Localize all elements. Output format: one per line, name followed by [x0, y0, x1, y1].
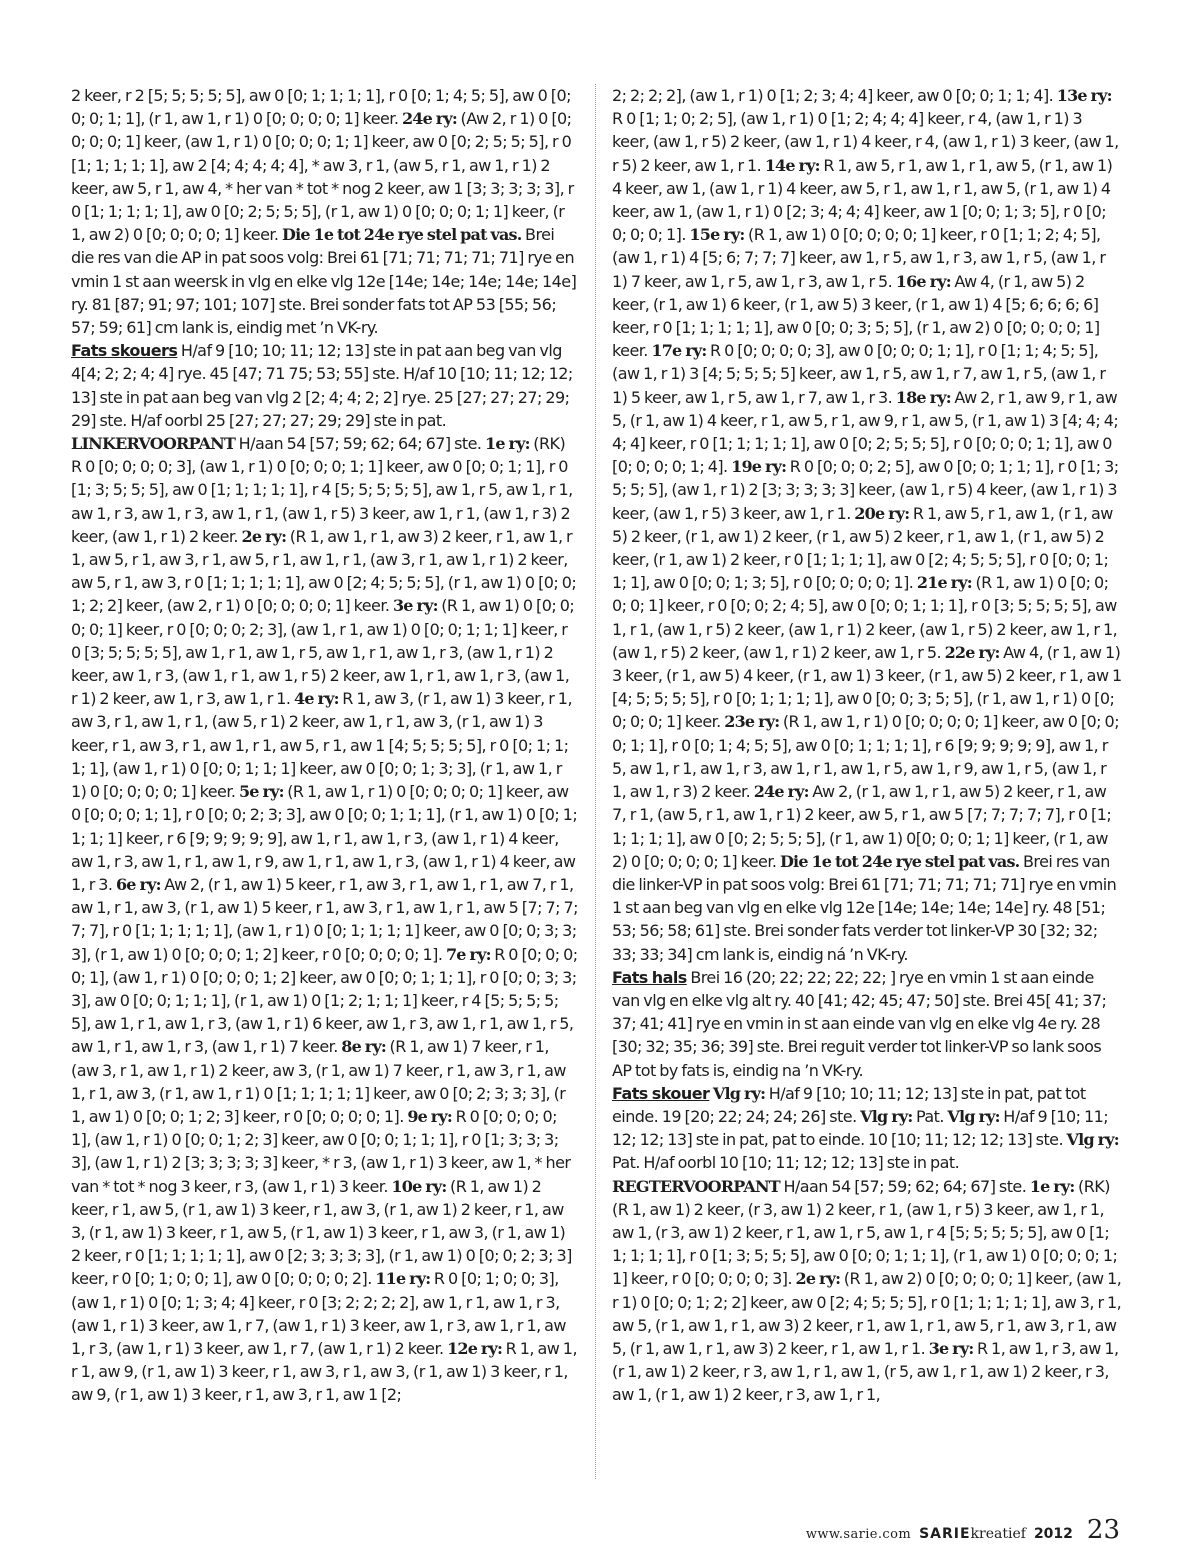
bold-label: 9e ry: — [407, 1106, 453, 1126]
bold-label: 1e ry: — [1029, 1176, 1075, 1196]
body-text: (R 1, aw 1) 7 keer, r 1, (aw 3, r 1, aw 1, r 1) 2 keer, aw 3, (r 1, aw 1) 7 keer, r 1, aw 3, r 1, aw 1, r 1, aw 3, (r 1, aw 1, r 1) 0 [1; 1; 1; 1; 1] keer, aw 0 [0; 2; 3; 3; 3], (r 1, aw 1) 0 [0; 0; 1; 2; 3] keer, r 0 [0; 0; 0; 0; 1]. — [71, 1037, 566, 1126]
bold-label: 4e ry: — [294, 689, 339, 709]
section-heading: Fats skouers — [71, 341, 178, 361]
body-text: (R 1, aw 1, r 1) 0 [0; 0; 0; 0; 1] keer, aw 0 [0; 0; 0; 1; 1], r 0 [0; 1; 4; 5; 5], aw 0 [0; 1; 1; 1; 1], r 6 [9; 9; 9; 9; 9], aw 1, r 5, aw 1, r 1, aw 1, r 3, aw 1, r 1, aw 1, r 5, aw 1, r 9, aw 1, r 5, (aw 1, r 1, aw 1, r 3) 2 keer. — [612, 712, 1120, 802]
column-divider — [595, 84, 596, 1479]
body-text: (R 1, aw 1) 0 [0; 0; 0; 0; 1] keer, r 0 [0; 0; 0; 2; 3], (aw 1, r 1, aw 1) 0 [0; 0; 1; 1; 1] keer, r 0 [3; 5; 5; 5; 5], aw 1, r 1, aw 1, r 5, aw 1, r 1, aw 1, r 3, (aw 1, r 1) 2 keer, aw 1, r 3, (aw 1, r 1, aw 1, r 5) 2 keer, aw 1, r 1, aw 1, r 3, (aw 1, r 1) 2 keer, aw 1, r 3, aw 1, r 1. — [71, 596, 575, 709]
body-text: (RK) (R 1, aw 1) 2 keer, (r 3, aw 1) 2 keer, r 1, (aw 1, r 5) 3 keer, aw 1, r 1, aw 1, (r 3, aw 1) 2 keer, r 1, aw 1, r 5, aw 1, r 4 [5; 5; 5; 5; 5], aw 0 [1; 1; 1; 1; 1], r 0 [1; 3; 5; 5; 5], aw 0 [0; 0; 1; 1; 1], (r 1, aw 1) 0 [0; 0; 0; 1; 1] keer, r 0 [0; 0; 0; 0; 3]. — [612, 1176, 1118, 1289]
section-heading: Fats hals — [612, 967, 687, 987]
bold-label: 8e ry: — [341, 1037, 386, 1057]
paragraph — [612, 1175, 1122, 1407]
body-text: 2 keer, r 2 [5; 5; 5; 5; 5], aw 0 [0; 1; 1; 1; 1], r 0 [0; 1; 4; 5; 5], aw 0 [0; 0; 0; 1; 1], (r 1, aw 1, r 1) 0 [0; 0; 0; 0; 1] keer. — [71, 86, 571, 129]
bold-label: 16e ry: — [895, 271, 951, 291]
body-text: R 0 [0; 0; 0; 0; 1], (aw 1, r 1) 0 [0; 0; 0; 1; 2] keer, aw 0 [0; 0; 1; 1; 1], r 0 [0; 0; 3; 3; 3], aw 0 [0; 0; 1; 1; 1], (r 1, aw 1) 0 [1; 2; 1; 1; 1] keer, r 4 [5; 5; 5; 5; 5], aw 1, r 1, aw 1, r 3, (aw 1, r 1) 6 keer, aw 1, r 3, aw 1, r 1, aw 1, r 5, aw 1, r 1, aw 1, r 3, (aw 1, r 1) 7 keer. — [71, 944, 578, 1057]
footer-brand: SARIE — [919, 1526, 971, 1542]
bold-label: 1e ry: — [485, 434, 530, 454]
body-text: H/aan 54 [57; 59; 62; 64; 67] ste. — [235, 434, 485, 454]
bold-label: Vlg ry: — [860, 1106, 913, 1126]
bold-label: Vlg ry: — [712, 1083, 766, 1103]
bold-label: 3e ry: — [392, 596, 438, 616]
bold-label: 11e ry: — [375, 1269, 431, 1289]
bold-label: 5e ry: — [238, 782, 284, 802]
body-text: Aw 4, (r 1, aw 5) 2 keer, (r 1, aw 1) 6 keer, (r 1, aw 5) 3 keer, (r 1, aw 1) 4 [5; 6; 6; 6; 6] keer, r 0 [1; 1; 1; 1; 1], aw 0 [0; 0; 3; 5; 5], (r 1, aw 2) 0 [0; 0; 0; 0; 1] keer. — [612, 271, 1100, 361]
body-text: (R 1, aw 1, r 1, aw 3) 2 keer, r 1, aw 1, r 1, aw 5, r 1, aw 3, r 1, aw 5, r 1, aw 1, r 1, (aw 3, r 1, aw 1, r 1) 2 keer, aw 5, r 1, aw 3, r 0 [1; 1; 1; 1; 1], aw 0 [2; 4; 5; 5; 5], (r 1, aw 1) 0 [0; 0; 1; 2; 2] keer, (aw 2, r 1) 0 [0; 0; 0; 0; 1] keer. — [71, 526, 577, 616]
body-text: Aw 4, (r 1, aw 1) 3 keer, (r 1, aw 5) 4 keer, (r 1, aw 1) 3 keer, (r 1, aw 5) 2 keer, r 1, aw 1 [4; 5; 5; 5; 5], r 0 [0; 1; 1; 1; 1], aw 0 [0; 0; 3; 5; 5], (r 1, aw 1, r 1) 0 [0; 0; 0; 0; 1] keer. — [612, 642, 1122, 732]
body-text: (R 1, aw 1) 2 keer, r 1, aw 5, (r 1, aw 1) 3 keer, r 1, aw 3, (r 1, aw 1) 2 keer, r 1, aw 3, (r 1, aw 1) 3 keer, r 1, aw 5, (r 1, aw 1) 3 keer, r 1, aw 3, (r 1, aw 1) 2 keer, r 0 [1; 1; 1; 1; 1], aw 0 [2; 3; 3; 3; 3], (r 1, aw 1) 0 [0; 0; 2; 3; 3] keer, r 0 [0; 1; 0; 0; 1], aw 0 [0; 0; 0; 0; 2]. — [71, 1176, 572, 1289]
body-text: (R 1, aw 1) 0 [0; 0; 0; 0; 1] keer, r 0 [0; 0; 2; 4; 5], aw 0 [0; 0; 1; 1; 1], r 0 [3; 5; 5; 5; 5], aw 1, r 1, (aw 1, r 5) 2 keer, (aw 1, r 1) 2 keer, (aw 1, r 5) 2 keer, aw 1, r 1, (aw 1, r 5) 2 keer, (aw 1, r 1) 2 keer, aw 1, r 5. — [612, 573, 1118, 662]
bold-label: 13e ry: — [1056, 86, 1112, 105]
body-text: Pat. H/af oorbl 10 [10; 11; 12; 12; 13] ste in pat. — [612, 1153, 960, 1173]
paragraph — [612, 966, 1122, 1082]
bold-label: 7e ry: — [445, 944, 491, 964]
body-text: Aw 2, r 1, aw 9, r 1, aw 5, (r 1, aw 1) 4 keer, r 1, aw 5, r 1, aw 9, r 1, aw 5, (r 1, aw 1) 3 [4; 4; 4; 4; 4] keer, r 0 [1; 1; 1; 1; 1], aw 0 [0; 2; 5; 5; 5], r 0 [0; 0; 0; 1; 1], aw 0 [0; 0; 0; 0; 1; 4]. — [612, 387, 1119, 477]
bold-label: 6e ry: — [115, 874, 161, 894]
bold-label: 15e ry: — [689, 225, 745, 245]
bold-label: 24e ry: — [401, 109, 457, 129]
bold-label: Vlg ry: — [1066, 1130, 1119, 1150]
bold-label: 20e ry: — [854, 503, 910, 523]
footer-year: 2012 — [1033, 1526, 1073, 1542]
body-text: (R 1, aw 1, r 1) 0 [0; 0; 0; 0; 1] keer, aw 0 [0; 0; 0; 1; 1], r 0 [0; 0; 2; 3; 3], aw 0 [0; 0; 1; 1; 1], (r 1, aw 1) 0 [0; 1; 1; 1; 1] keer, r 6 [9; 9; 9; 9; 9], aw 1, r 1, aw 1, r 3, (aw 1, r 1) 4 keer, aw 1, r 3, aw 1, r 1, aw 1, r 9, aw 1, r 1, aw 1, r 3, (aw 1, r 1) 4 keer, aw 1, r 3. — [71, 782, 578, 894]
body-text: H/af 9 [10; 11; 12; 12; 13] ste in pat, pat to einde. 10 [10; 11; 12; 12; 13] ste. — [612, 1106, 1109, 1150]
right-text-column — [612, 84, 1122, 1407]
body-text: Brei 16 (20; 22; 22; 22; 22; ] rye en vmin 1 st aan einde van vlg en elke vlg alt ry. 40 [41; 42; 45; 47; 50] ste. Brei 45[ 41; 37; 37; 41; 41] rye en vmin in st aan einde van vlg en elke vlg 4e ry. 28 [30; 32; 35; 36; 39] ste. Brei reguit verder tot linker-VP so lank soos AP tot by fats is, eindig na ’n VK-ry. — [612, 967, 1107, 1080]
bold-label: 2e ry: — [241, 526, 287, 546]
paragraph — [71, 339, 578, 432]
body-text: 2; 2; 2; 2], (aw 1, r 1) 0 [1; 2; 3; 4; 4] keer, aw 0 [0; 0; 1; 1; 4]. — [612, 86, 1057, 105]
section-heading: Fats skouer — [612, 1083, 710, 1103]
bold-label: Die 1e tot 24e rye stel pat vas. — [779, 851, 1020, 871]
body-text: R 0 [0; 1; 0; 0; 3], (aw 1, r 1) 0 [0; 1; 3; 4; 4] keer, r 0 [3; 2; 2; 2; 2], aw 1, r 1, aw 1, r 3, (aw 1, r 1) 3 keer, aw 1, r 7, (aw 1, r 1) 3 keer, aw 1, r 3, aw 1, r 1, aw 1, r 3, (aw 1, r 1) 3 keer, aw 1, r 7, (aw 1, r 1) 2 keer. — [71, 1269, 566, 1358]
body-text: (R 1, aw 1) 0 [0; 0; 0; 0; 1] keer, r 0 [1; 1; 2; 4; 5], (aw 1, r 1) 4 [5; 6; 7; 7; 7] keer, aw 1, r 5, aw 1, r 3, aw 1, r 5, (aw 1, r 1) 7 keer, aw 1, r 5, aw 1, r 3, aw 1, r 5. — [612, 225, 1106, 291]
body-text: R 0 [1; 1; 0; 2; 5], (aw 1, r 1) 0 [1; 2; 4; 4; 4] keer, r 4, (aw 1, r 1) 3 keer, (aw 1, r 5) 2 keer, (aw 1, r 1) 4 keer, r 4, (aw 1, r 1) 3 keer, (aw 1, r 5) 2 keer, aw 1, r 1. — [612, 109, 1119, 175]
page-footer — [806, 1515, 1120, 1545]
body-text: R 1, aw 5, r 1, aw 1, (r 1, aw 5) 2 keer, (r 1, aw 1) 2 keer, (r 1, aw 5) 2 keer, r 1, aw 1, (r 1, aw 5) 2 keer, (r 1, aw 1) 2 keer, r 0 [1; 1; 1; 1], aw 0 [2; 4; 5; 5; 5], r 0 [0; 0; 1; 1; 1], aw 0 [0; 0; 1; 3; 5], r 0 [0; 0; 0; 0; 1]. — [612, 503, 1113, 593]
left-text-column — [71, 84, 578, 1407]
body-text: Brei res van die linker-VP in pat soos volg: Brei 61 [71; 71; 71; 71; 71] rye en vmin 1 st aan beg van vlg en elke vlg 12e [14e; 14e; 14e; 14e] ry. 48 [51; 53; 56; 58; 61] ste. Brei sonder fats verder tot linker-VP 30 [32; 32; 33; 33; 34] cm lank is, eindig ná ’n VK-ry. — [612, 851, 1117, 964]
body-text: H/aan 54 [57; 59; 62; 64; 67] ste. — [779, 1176, 1030, 1196]
bold-label: 14e ry: — [764, 155, 820, 175]
paragraph — [71, 432, 578, 1407]
body-text: (R 1, aw 2) 0 [0; 0; 0; 0; 1] keer, (aw 1, r 1) 0 [0; 0; 1; 2; 2] keer, aw 0 [2; 4; 5; 5; 5], r 0 [1; 1; 1; 1; 1], aw 3, r 1, aw 5, (r 1, aw 1, r 1, aw 3) 2 keer, r 1, aw 1, r 1, aw 5, r 1, aw 3, r 1, aw 5, (r 1, aw 1, r 1, aw 3) 2 keer, r 1, aw 1, r 1. — [612, 1269, 1122, 1358]
bold-label: 22e ry: — [944, 642, 1000, 662]
body-text: R 1, aw 1, r 3, aw 1, (r 1, aw 1) 2 keer, r 3, aw 1, r 1, aw 1, (r 5, aw 1, r 1, aw 1) 2 keer, r 3, aw 1, (r 1, aw 1) 2 keer, r 3, aw 1, r 1, — [612, 1338, 1119, 1405]
paragraph — [612, 84, 1122, 966]
body-text: R 1, aw 3, (r 1, aw 1) 3 keer, r 1, aw 3, r 1, aw 1, r 1, (aw 5, r 1) 2 keer, aw 1, r 1, aw 3, (r 1, aw 1) 3 keer, r 1, aw 3, r 1, aw 1, r 1, aw 5, r 1, aw 1 [4; 5; 5; 5; 5], r 0 [0; 1; 1; 1; 1], (aw 1, r 1) 0 [0; 0; 1; 1; 1] keer, aw 0 [0; 0; 1; 3; 3], (r 1, aw 1, r 1) 0 [0; 0; 0; 0; 1] keer. — [71, 689, 572, 802]
bold-label: 17e ry: — [651, 341, 707, 361]
body-text: R 0 [0; 0; 0; 0; 1], (aw 1, r 1) 0 [0; 0; 1; 2; 3] keer, aw 0 [0; 0; 1; 1; 1], r 0 [1; 3; 3; 3; 3], (aw 1, r 1) 2 [3; 3; 3; 3; 3] keer, * r 3, (aw 1, r 1) 3 keer, aw 1, * her van * tot * nog 3 keer, r 3, (aw 1, r 1) 3 keer. — [71, 1106, 571, 1196]
bold-label: REGTERVOORPANT — [612, 1176, 780, 1196]
paragraph — [612, 1082, 1122, 1175]
body-text: Aw 2, (r 1, aw 1) 5 keer, r 1, aw 3, r 1, aw 1, r 1, aw 7, r 1, aw 1, r 1, aw 3, (r 1, aw 1) 5 keer, r 1, aw 3, r 1, aw 1, r 1, aw 5 [7; 7; 7; 7; 7], r 0 [1; 1; 1; 1; 1], (aw 1, r 1) 0 [0; 1; 1; 1; 1] keer, aw 0 [0; 0; 3; 3; 3], (r 1, aw 1) 0 [0; 0; 0; 1; 2] keer, r 0 [0; 0; 0; 0; 1]. — [71, 874, 578, 964]
body-text: R 1, aw 5, r 1, aw 1, r 1, aw 5, (r 1, aw 1) 4 keer, aw 1, (aw 1, r 1) 4 keer, aw 5, r 1, aw 1, r 1, aw 5, (r 1, aw 1) 4 keer, aw 1, (aw 1, r 1) 0 [2; 3; 4; 4; 4] keer, aw 1 [0; 0; 1; 3; 5], r 0 [0; 0; 0; 0; 1]. — [612, 155, 1113, 245]
bold-label: 2e ry: — [795, 1269, 841, 1289]
footer-url[interactable]: www.sarie.com — [805, 1527, 912, 1542]
body-text: H/af 9 [10; 10; 11; 12; 13] ste in pat aan beg van vlg 4[4; 2; 2; 4; 4] rye. 45 [47; 71 75; 53; 55] ste. H/af 10 [10; 11; 12; 12; 13] ste in pat aan beg van vlg 2 [2; 4; 4; 2; 2] rye. 25 [27; 27; 27; 29; 29] ste. H/af oorbl 25 [27; 27; 27; 29; 29] ste in pat. — [71, 341, 573, 430]
bold-label: 3e ry: — [928, 1338, 974, 1358]
body-text: Aw 2, (r 1, aw 1, r 1, aw 5) 2 keer, r 1, aw 7, r 1, (aw 5, r 1, aw 1, r 1) 2 keer, aw 5, r 1, aw 5 [7; 7; 7; 7; 7], r 0 [1; 1; 1; 1; 1], aw 0 [0; 2; 5; 5; 5], (r 1, aw 1) 0[0; 0; 0; 1; 1] keer, (r 1, aw 2) 0 [0; 0; 0; 0; 1] keer. — [612, 782, 1112, 871]
page-number: 23 — [1086, 1515, 1120, 1545]
bold-label: 21e ry: — [916, 573, 972, 593]
bold-label: Die 1e tot 24e rye stel pat vas. — [282, 225, 522, 245]
body-text: (RK) R 0 [0; 0; 0; 0; 3], (aw 1, r 1) 0 [0; 0; 0; 1; 1] keer, aw 0 [0; 0; 1; 1], r 0 [1; 3; 5; 5; 5], aw 0 [1; 1; 1; 1; 1], r 4 [5; 5; 5; 5; 5], aw 1, r 5, aw 1, r 1, aw 1, r 3, aw 1, r 3, aw 1, r 1, (aw 1, r 5) 3 keer, aw 1, r 1, (aw 1, r 3) 2 keer, (aw 1, r 1) 2 keer. — [71, 434, 573, 546]
footer-magazine: kreatief — [970, 1526, 1026, 1542]
body-text: H/af 9 [10; 10; 11; 12; 13] ste in pat, pat tot einde. 19 [20; 22; 24; 24; 26] ste. — [612, 1083, 1086, 1126]
bold-label: LINKERVOORPANT — [71, 434, 236, 454]
bold-label: 18e ry: — [895, 387, 951, 407]
bold-label: 24e ry: — [753, 782, 809, 802]
body-text: Pat. — [912, 1106, 948, 1126]
body-text: R 0 [0; 0; 0; 0; 3], aw 0 [0; 0; 0; 1; 1], r 0 [1; 1; 4; 5; 5], (aw 1, r 1) 3 [4; 5; 5; 5; 5] keer, aw 1, r 5, aw 1, r 7, aw 1, r 5, (aw 1, r 1) 5 keer, aw 1, r 5, aw 1, r 7, aw 1, r 3. — [612, 341, 1106, 407]
bold-label: Vlg ry: — [947, 1106, 1000, 1126]
bold-label: 10e ry: — [391, 1176, 447, 1196]
bold-label: 19e ry: — [731, 457, 787, 477]
body-text: R 0 [0; 0; 0; 2; 5], aw 0 [0; 0; 1; 1; 1], r 0 [1; 3; 5; 5; 5], (aw 1, r 1) 2 [3; 3; 3; 3; 3] keer, (aw 1, r 5) 4 keer, (aw 1, r 1) 3 keer, (aw 1, r 5) 3 keer, aw 1, r 1. — [612, 457, 1119, 523]
body-text: (Aw 2, r 1) 0 [0; 0; 0; 0; 1] keer, (aw 1, r 1) 0 [0; 0; 0; 1; 1] keer, aw 0 [0; 2; 5; 5; 5], r 0 [1; 1; 1; 1; 1], aw 2 [4; 4; 4; 4; 4], * aw 3, r 1, (aw 5, r 1, aw 1, r 1) 2 keer, aw 5, r 1, aw 4, * her van * tot * nog 2 keer, aw 1 [3; 3; 3; 3; 3], r 0 [1; 1; 1; 1; 1], aw 0 [0; 2; 5; 5; 5], (r 1, aw 1) 0 [0; 0; 0; 1; 1] keer, (r 1, aw 2) 0 [0; 0; 0; 0; 1] keer. — [71, 109, 574, 245]
body-text: Brei die res van die AP in pat soos volg: Brei 61 [71; 71; 71; 71; 71] rye en vmin 1 st aan weersk in vlg en elke vlg 12e [14e; 14e; 14e; 14e; 14e] ry. 81 [87; 91; 97; 101; 107] ste. Brei sonder fats tot AP 53 [55; 56; 57; 59; 61] cm lank is, eindig met ’n VK-ry. — [71, 225, 577, 338]
body-text: R 1, aw 1, r 1, aw 9, (r 1, aw 1) 3 keer, r 1, aw 3, r 1, aw 3, (r 1, aw 1) 3 keer, r 1, aw 9, (r 1, aw 1) 3 keer, r 1, aw 3, r 1, aw 1 [2; — [71, 1338, 577, 1405]
bold-label: 23e ry: — [724, 712, 780, 732]
bold-label: 12e ry: — [447, 1338, 503, 1358]
paragraph — [71, 84, 578, 339]
